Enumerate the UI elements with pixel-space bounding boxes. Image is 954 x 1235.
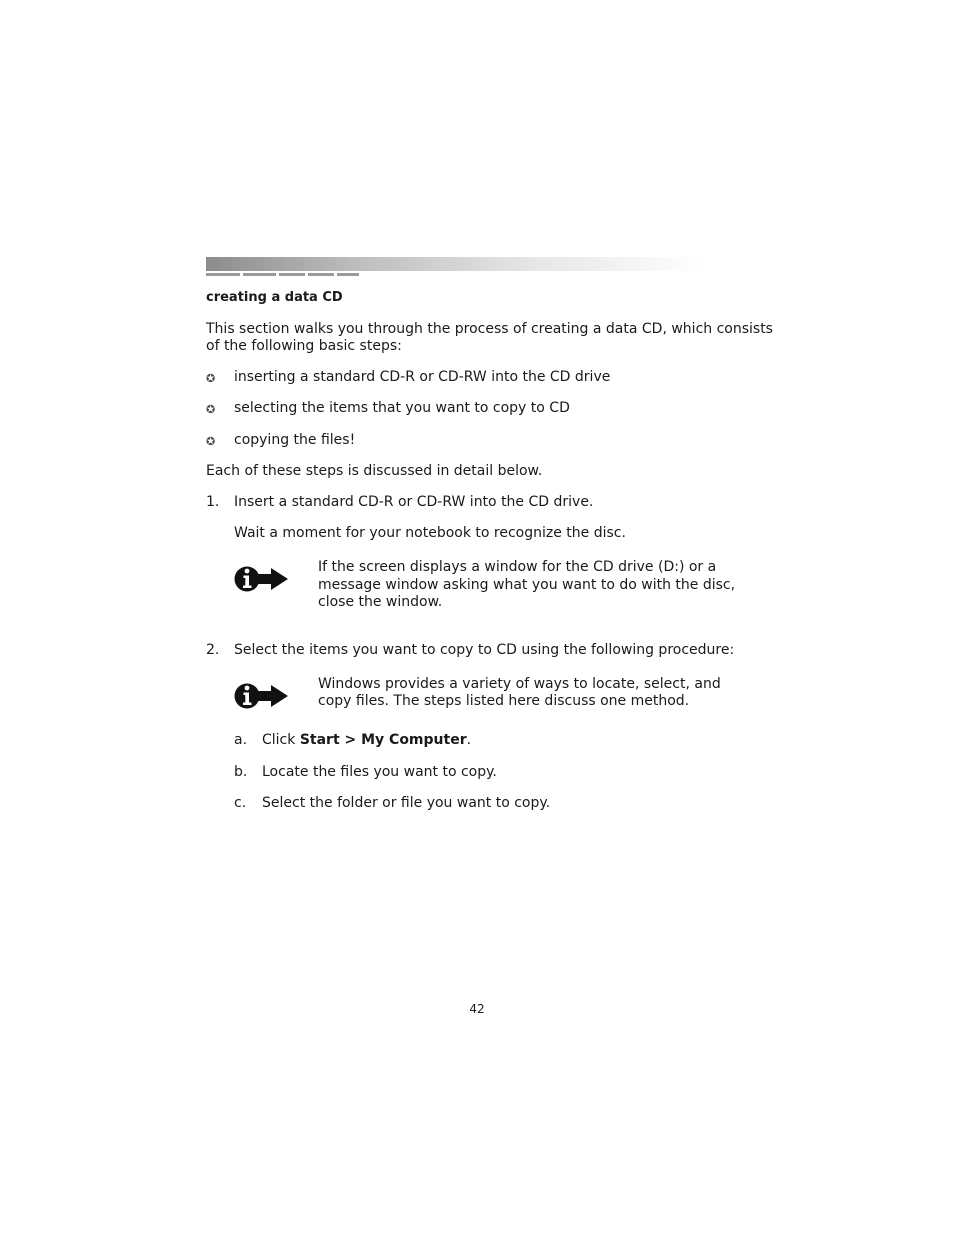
header-segment [243,273,276,276]
substep-text: Locate the files you want to copy. [262,764,497,780]
bullet-item: inserting a standard CD-R or CD-RW into the CD drive [234,369,611,385]
header-segment [308,273,334,276]
note-line: message window asking what you want to do with the disc, [318,577,736,593]
header-segment [206,273,240,276]
bullet-item: selecting the items that you want to copy to CD [234,400,570,416]
section-header-bar [206,257,706,271]
step-detail: Wait a moment for your notebook to recognize the disc. [234,525,626,541]
intro-paragraph-line: of the following basic steps: [206,338,402,354]
substep-text [262,732,471,750]
note-line: Windows provides a variety of ways to locate, select, and [318,676,721,692]
substep-prefix: Click [262,732,300,748]
page-number: 42 [469,1002,485,1016]
substep-suffix: . [466,732,472,748]
bullet-icon: ✪ [206,372,216,385]
bullet-icon: ✪ [206,435,216,448]
info-arrow-icon [234,562,290,596]
bullet-item: copying the files! [234,432,356,448]
header-segment [337,273,359,276]
section-title: creating a data CD [206,290,343,305]
step-number: 2. [206,642,220,658]
intro-paragraph-line: This section walks you through the process of creating a data CD, which consists [206,321,773,337]
header-segment [279,273,305,276]
substep-text: Select the folder or file you want to copy. [262,795,551,811]
step-number: 1. [206,494,220,510]
bullet-icon: ✪ [206,403,216,416]
substep-letter: c. [234,795,247,811]
step-text: Select the items you want to copy to CD using the following procedure: [234,642,735,658]
note-line: close the window. [318,594,443,610]
substep-letter: a. [234,732,248,748]
note-line: If the screen displays a window for the CD drive (D:) or a [318,559,717,575]
note-line: copy files. The steps listed here discuss one method. [318,693,690,709]
step-text: Insert a standard CD-R or CD-RW into the CD drive. [234,494,594,510]
menu-path: Start > My Computer [299,732,467,748]
paragraph: Each of these steps is discussed in detail below. [206,463,543,479]
info-arrow-icon [234,679,290,713]
substep-letter: b. [234,764,248,780]
